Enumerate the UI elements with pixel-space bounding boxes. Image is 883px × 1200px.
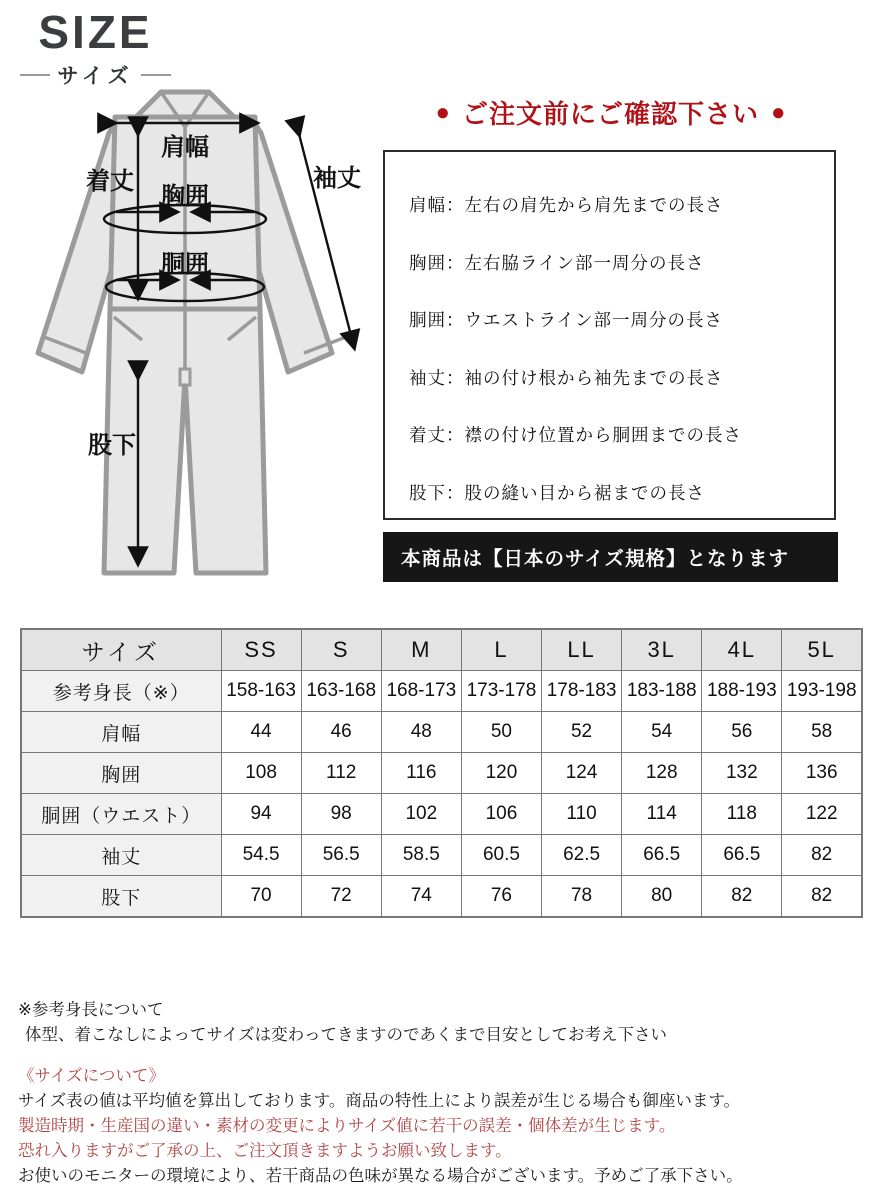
table-cell: 158-163 bbox=[221, 671, 301, 712]
table-size-header: SS bbox=[221, 629, 301, 671]
table-cell: 72 bbox=[301, 876, 381, 918]
table-cell: 110 bbox=[542, 794, 622, 835]
table-cell: 120 bbox=[461, 753, 541, 794]
definition-line: 肩幅：左右の肩先から肩先までの長さ bbox=[409, 195, 724, 216]
note-line: お使いのモニターの環境により、若干商品の色味が異なる場合がございます。予めご了承下さい。 bbox=[18, 1167, 743, 1185]
diagram-label-chest: 胸囲 bbox=[161, 183, 209, 210]
table-row bbox=[21, 835, 862, 876]
japan-size-banner: 本商品は【日本のサイズ規格】となります bbox=[383, 532, 838, 582]
note-line: 恐れ入りますがご了承の上、ご注文頂きますようお願い致します。 bbox=[18, 1142, 512, 1160]
notes-section bbox=[18, 998, 868, 1189]
diagram-label-sleeve: 袖丈 bbox=[313, 165, 361, 192]
table-cell: 46 bbox=[301, 712, 381, 753]
note-ref-height-body: 体型、着こなしによってサイズは変わってきますのであくまで目安としてお考え下さい bbox=[25, 1026, 668, 1044]
table-size-header: 4L bbox=[702, 629, 782, 671]
table-corner-header: サイズ bbox=[21, 629, 221, 671]
table-row-label: 袖丈 bbox=[21, 835, 221, 876]
definition-line: 袖丈：袖の付け根から袖先までの長さ bbox=[409, 367, 724, 388]
table-size-header: L bbox=[461, 629, 541, 671]
table-cell: 122 bbox=[782, 794, 862, 835]
coverall-illustration bbox=[10, 85, 380, 630]
table-cell: 66.5 bbox=[622, 835, 702, 876]
table-cell: 70 bbox=[221, 876, 301, 918]
table-cell: 54 bbox=[622, 712, 702, 753]
definition-line: 股下：股の縫い目から裾までの長さ bbox=[409, 482, 705, 503]
definition-line: 胸囲：左右脇ライン部一周分の長さ bbox=[409, 252, 705, 273]
table-cell: 112 bbox=[301, 753, 381, 794]
table-cell: 52 bbox=[542, 712, 622, 753]
note-ref-height-title: ※参考身長について bbox=[18, 1001, 164, 1019]
table-row-label: 肩幅 bbox=[21, 712, 221, 753]
table-cell: 106 bbox=[461, 794, 541, 835]
table-cell: 132 bbox=[702, 753, 782, 794]
table-size-header: M bbox=[381, 629, 461, 671]
table-size-header: 3L bbox=[622, 629, 702, 671]
note-line: 製造時期・生産国の違い・素材の変更によりサイズ値に若干の誤差・個体差が生じます。 bbox=[18, 1117, 676, 1135]
note-size-about-title: 《サイズについて》 bbox=[18, 1067, 165, 1085]
table-row bbox=[21, 794, 862, 835]
confirm-before-order-heading bbox=[383, 94, 838, 131]
note-lines bbox=[18, 1089, 868, 1189]
table-cell: 108 bbox=[221, 753, 301, 794]
table-cell: 82 bbox=[782, 835, 862, 876]
table-cell: 66.5 bbox=[702, 835, 782, 876]
table-cell: 98 bbox=[301, 794, 381, 835]
table-cell: 60.5 bbox=[461, 835, 541, 876]
size-table-wrap bbox=[20, 628, 863, 918]
measurement-definitions-box bbox=[383, 150, 836, 520]
bullet-icon-right: ● bbox=[771, 98, 786, 126]
table-row bbox=[21, 671, 862, 712]
page-title-en: SIZE bbox=[38, 6, 153, 58]
table-cell: 163-168 bbox=[301, 671, 381, 712]
confirm-heading-text: ご注文前にご確認下さい bbox=[461, 99, 759, 129]
table-row-label: 胸囲 bbox=[21, 753, 221, 794]
table-row bbox=[21, 876, 862, 918]
table-cell: 82 bbox=[782, 876, 862, 918]
notes-spacer bbox=[18, 1048, 868, 1064]
table-cell: 94 bbox=[221, 794, 301, 835]
table-cell: 50 bbox=[461, 712, 541, 753]
table-cell: 136 bbox=[782, 753, 862, 794]
title-dash-right bbox=[141, 74, 171, 76]
table-cell: 56.5 bbox=[301, 835, 381, 876]
table-row-label: 参考身長（※） bbox=[21, 671, 221, 712]
size-table bbox=[20, 628, 863, 918]
diagram-label-inseam: 股下 bbox=[88, 432, 136, 459]
table-cell: 74 bbox=[381, 876, 461, 918]
table-size-header: LL bbox=[542, 629, 622, 671]
table-cell: 78 bbox=[542, 876, 622, 918]
table-cell: 82 bbox=[702, 876, 782, 918]
diagram-label-body-length: 着丈 bbox=[86, 168, 134, 195]
table-cell: 56 bbox=[702, 712, 782, 753]
note-line: サイズ表の値は平均値を算出しております。商品の特性上により誤差が生じる場合も御座います。 bbox=[18, 1092, 741, 1110]
table-cell: 58 bbox=[782, 712, 862, 753]
table-cell: 128 bbox=[622, 753, 702, 794]
title-dash-left bbox=[20, 74, 50, 76]
table-cell: 76 bbox=[461, 876, 541, 918]
page-title-jp: サイズ bbox=[57, 65, 134, 89]
table-cell: 188-193 bbox=[702, 671, 782, 712]
table-row-label: 胴囲（ウエスト） bbox=[21, 794, 221, 835]
definition-line: 胴囲：ウエストライン部一周分の長さ bbox=[409, 310, 723, 331]
table-cell: 102 bbox=[381, 794, 461, 835]
bullet-icon-left: ● bbox=[435, 98, 450, 126]
table-size-header: 5L bbox=[782, 629, 862, 671]
table-cell: 44 bbox=[221, 712, 301, 753]
diagram-label-shoulder: 肩幅 bbox=[161, 134, 209, 161]
table-size-header: S bbox=[301, 629, 381, 671]
table-cell: 168-173 bbox=[381, 671, 461, 712]
table-cell: 116 bbox=[381, 753, 461, 794]
table-cell: 58.5 bbox=[381, 835, 461, 876]
table-cell: 124 bbox=[542, 753, 622, 794]
diagram-label-waist: 胴囲 bbox=[161, 251, 209, 278]
table-cell: 183-188 bbox=[622, 671, 702, 712]
table-cell: 114 bbox=[622, 794, 702, 835]
table-cell: 48 bbox=[381, 712, 461, 753]
definition-line: 着丈：襟の付け位置から胴囲までの長さ bbox=[409, 425, 742, 446]
table-row bbox=[21, 712, 862, 753]
table-cell: 193-198 bbox=[782, 671, 862, 712]
table-cell: 173-178 bbox=[461, 671, 541, 712]
table-cell: 118 bbox=[702, 794, 782, 835]
table-header-row bbox=[21, 629, 862, 671]
table-cell: 80 bbox=[622, 876, 702, 918]
table-row-label: 股下 bbox=[21, 876, 221, 918]
table-cell: 54.5 bbox=[221, 835, 301, 876]
table-cell: 178-183 bbox=[542, 671, 622, 712]
table-row bbox=[21, 753, 862, 794]
page-title bbox=[8, 8, 183, 90]
garment-measurement-diagram bbox=[10, 85, 380, 630]
table-cell: 62.5 bbox=[542, 835, 622, 876]
